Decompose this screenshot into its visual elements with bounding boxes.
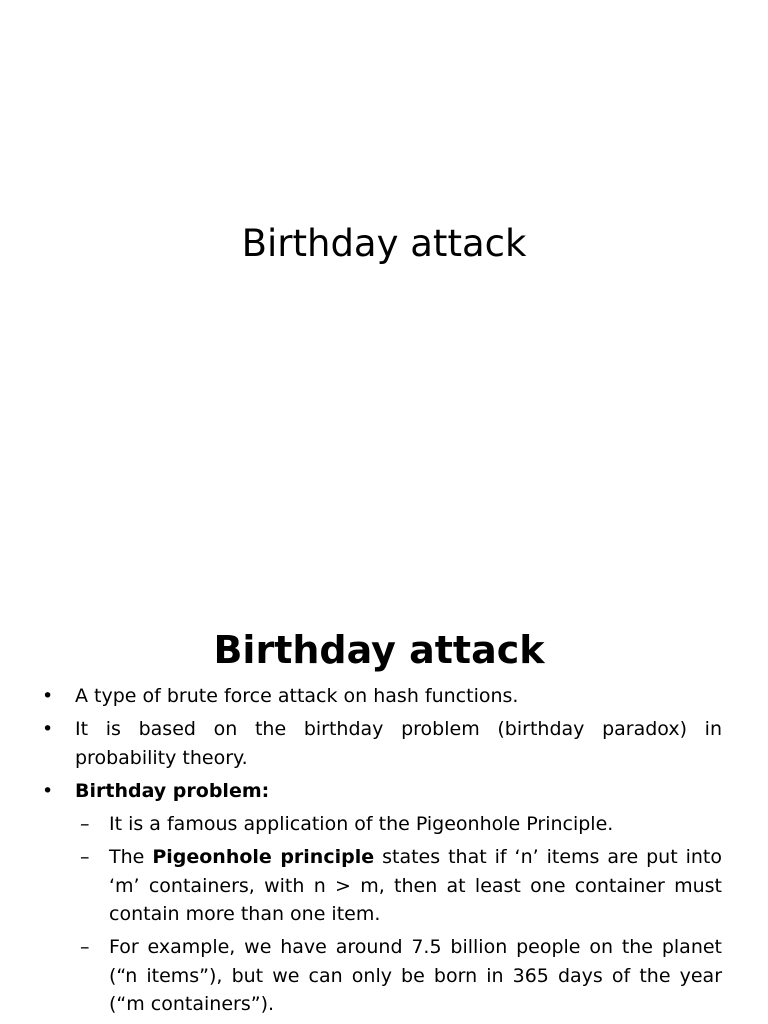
bullet-item [38, 715, 722, 772]
bullet-heading: Birthday problem: [75, 779, 270, 802]
sub-bullet-text-after: states that if ‘n’ items are put into ‘m’ containers, with n > m, then at least one container must contain more than one item. [109, 846, 723, 926]
bullet-text: A type of brute force attack on hash functions. [75, 685, 519, 707]
bullet-item [38, 777, 722, 805]
dash-marker: – [80, 846, 90, 869]
slide-1-title: Birthday attack [241, 222, 527, 265]
dash-marker: – [80, 813, 90, 836]
dash-marker: – [80, 936, 90, 959]
slide-2-body [38, 682, 722, 1023]
slide-2-title: Birthday attack [213, 628, 545, 672]
bullet-marker: • [42, 718, 54, 741]
pigeonhole-principle-term: Pigeonhole principle [152, 846, 375, 869]
bullet-item [38, 682, 722, 710]
sub-bullet-item [38, 933, 722, 1018]
sub-bullet-item [38, 843, 722, 928]
sub-bullet-text-before: The [109, 846, 145, 869]
bullet-marker: • [42, 779, 54, 802]
bullet-text: It is based on the birthday problem (birthday paradox) in probability theory. [75, 718, 722, 769]
sub-bullet-item [38, 810, 722, 838]
sub-bullet-text: It is a famous application of the Pigeonhole Principle. [109, 813, 614, 836]
sub-bullet-text: For example, we have around 7.5 billion people on the planet (“n items”), but we can only be born in 365 days of the year (“m containers”). [109, 936, 722, 1015]
bullet-marker: • [42, 685, 54, 707]
